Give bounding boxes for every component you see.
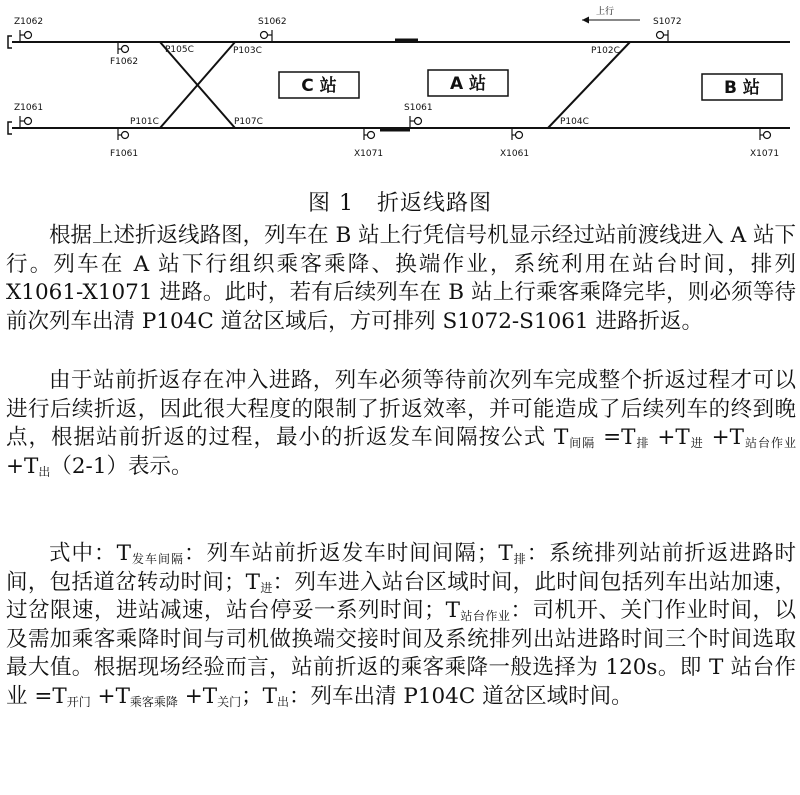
- p3-text: ：司机开、关门作业时间，以及需加乘客乘降时间与司机做换端交接时间及系统排列出站进路时间三个时间选取最大值。根据现场经验而言，站前折返的乘客乘降一般选择为 120s。即 T 站台作业 =T: [6, 598, 796, 709]
- formula-sub-jin: 进: [689, 436, 704, 451]
- formula-sub-interval: 间隔: [568, 436, 596, 451]
- signal-icon: [657, 30, 669, 41]
- label-p105c: P105C: [165, 45, 194, 55]
- paragraph-2-text: 由于站前折返存在冲入进路，列车必须等待前次列车完成整个折返过程才可以进行后续折返，因此很大程度的限制了折返效率，并可能造成了后续列车的终到晚点，根据站前折返的过程，最小的折返发车间隔按公式: [6, 368, 796, 451]
- p3-sub: 关门: [217, 694, 242, 709]
- formula-plus: +T: [703, 425, 744, 451]
- station-b-label: B 站: [724, 78, 760, 98]
- signal-icon: [261, 30, 273, 41]
- paragraph-3: [6, 540, 796, 712]
- formula-t: T: [553, 425, 569, 451]
- up-direction-arrow-icon: [582, 17, 640, 24]
- station-a-label: A 站: [449, 74, 487, 94]
- up-direction-label: 上行: [596, 7, 615, 17]
- track-end-stop: [8, 122, 12, 134]
- p3-sub: 站台作业: [459, 609, 511, 624]
- signal-icon: [20, 30, 32, 41]
- formula-eq: =T: [595, 425, 636, 451]
- track-end-stop: [8, 36, 12, 48]
- signal-icon: [118, 129, 129, 140]
- p3-text: ：列车进入站台区域时间，此时间包括列车出站加速，过岔限速，进站减速，站台停妥一系列时间；T: [6, 569, 796, 624]
- p3-sub: 发车间隔: [130, 552, 185, 566]
- label-x1061: X1061: [500, 149, 530, 159]
- p3-text: ；T: [241, 683, 277, 709]
- label-f1062: F1062: [110, 57, 139, 67]
- signal-icon: [512, 129, 523, 140]
- formula-sub-chu: 出: [38, 464, 51, 479]
- label-p104c: P104C: [560, 117, 589, 127]
- track-layout-diagram: [0, 0, 800, 170]
- p3-text: ：系统排列站前折返进路时间，包括道岔转动时间；T: [6, 541, 796, 595]
- label-x1071-left: X1071: [354, 149, 384, 159]
- label-s1061: S1061: [404, 103, 433, 113]
- label-p102c: P102C: [591, 46, 620, 56]
- p3-sub: 乘客乘降: [129, 694, 178, 709]
- label-z1062: Z1062: [14, 17, 44, 27]
- formula-sub-pai: 排: [635, 436, 650, 451]
- label-p107c: P107C: [234, 117, 263, 127]
- label-s1062: S1062: [258, 17, 287, 27]
- p3-text: 式中：T: [49, 541, 131, 566]
- signal-icon: [20, 116, 32, 127]
- station-c-label: C 站: [301, 76, 337, 96]
- p3-text: +T: [177, 683, 218, 709]
- p3-sub: 进: [260, 580, 273, 595]
- formula-plus: +T: [6, 453, 39, 479]
- label-z1061: Z1061: [14, 103, 44, 113]
- label-s1072: S1072: [653, 17, 682, 27]
- label-f1061: F1061: [110, 149, 139, 159]
- formula-sub-platform: 站台作业: [743, 436, 796, 451]
- label-p103c: P103C: [233, 46, 262, 56]
- p3-sub: 开门: [66, 694, 91, 709]
- formula-plus: +T: [649, 425, 690, 451]
- signal-icon: [118, 43, 129, 54]
- signal-icon: [410, 116, 422, 127]
- p3-text: +T: [90, 683, 130, 709]
- paragraph-1-text: 根据上述折返线路图，列车在 B 站上行凭信号机显示经过站前渡线进入 A 站下行。列车在 A 站下行组织乘客乘降、换端作业，系统利用在站台时间，排列 X1061-X1071 进路。此时，若有后续列车在 B 站上行乘客乘降完毕，则必须等待前次列车出清 P104C 道岔区域后，方可排列 S1072-S1061 进路折返。: [6, 223, 796, 334]
- p3-text: ：列车站前折返发车时间间隔；T: [184, 541, 513, 566]
- paragraph-2: [6, 367, 796, 481]
- p3-sub: 出: [277, 694, 290, 709]
- p3-sub: 排: [512, 552, 527, 566]
- p3-text: ：列车出清 P104C 道岔区域时间。: [289, 683, 633, 709]
- label-x1071-right: X1071: [750, 149, 780, 159]
- figure-caption: 图 1 折返线路图: [308, 191, 492, 216]
- signal-icon: [364, 129, 375, 140]
- signal-icon: [760, 129, 771, 140]
- paragraph-1: [6, 222, 796, 336]
- formula-number: （2-1）表示。: [50, 453, 193, 479]
- label-p101c: P101C: [130, 117, 159, 127]
